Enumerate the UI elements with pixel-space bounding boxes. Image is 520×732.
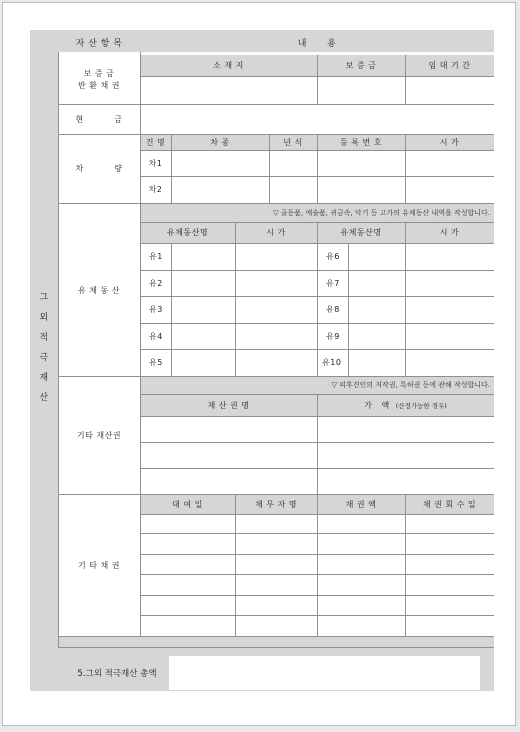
claims-col-amount: 채 권 액: [345, 499, 377, 509]
claims-label: 기 타 채 권: [77, 560, 121, 570]
property-rights-label: 기타 재산권: [76, 430, 122, 440]
claims-col-date: 대 여 일: [172, 499, 203, 509]
movable-col-price-1: 시 가: [266, 228, 286, 237]
claims-col-collection: 채 권 회 수 일: [422, 499, 477, 509]
movable-note: ▽ 골동품, 예술품, 귀금속, 악기 등 고가의 유체동산 내역을 작성합니다.: [140, 204, 494, 222]
movable-row-6: 유6: [326, 252, 340, 261]
vehicle-col-name: 건 명: [145, 137, 166, 147]
vehicle-row-2: 차2: [148, 185, 163, 194]
movable-row-2: 유2: [149, 278, 163, 288]
movable-row-8: 유8: [326, 305, 340, 314]
deposit-label: 보 증 금 반 환 채 권: [77, 68, 121, 90]
total-value-box[interactable]: [169, 656, 480, 690]
movable-row-3: 유3: [149, 305, 163, 314]
deposit-col-period: 임 대 기 간: [428, 61, 471, 70]
header-item-label: 자 산 항 목: [75, 38, 123, 49]
movable-row-7: 유7: [326, 278, 340, 288]
movable-col-name-2: 유체동산명: [340, 228, 382, 237]
side-label: 그 외 적 극 재 산: [39, 293, 49, 403]
movable-label: 유 체 동 산: [77, 285, 121, 295]
deposit-col-location: 소 재 지: [213, 61, 244, 70]
property-rights-col-name: 재 산 권 명: [207, 400, 250, 410]
property-rights-col-value: 가 액 (산정가능한 경우): [364, 400, 447, 410]
total-label: 5.그외 적극재산 총액: [77, 669, 157, 679]
movable-row-1: 유1: [149, 252, 163, 261]
vehicle-label: 차 량: [75, 164, 123, 173]
property-rights-note: ▽ 피후견인의 저작권, 특허권 등에 관해 작성합니다.: [140, 376, 494, 394]
deposit-col-amount: 보 증 금: [345, 61, 377, 70]
movable-col-price-2: 시 가: [439, 228, 460, 237]
vehicle-col-regno: 등 록 번 호: [339, 137, 383, 147]
movable-col-name-1: 유체동산명: [166, 228, 209, 237]
vehicle-col-year: 년 식: [283, 137, 303, 147]
movable-row-9: 유9: [326, 331, 340, 341]
form-page: [2, 2, 516, 726]
vehicle-col-price: 시 가: [439, 137, 460, 147]
claims-col-debtor: 채 무 자 명: [254, 499, 298, 509]
movable-row-10: 유10: [322, 358, 342, 367]
cash-label: 현 금: [75, 115, 123, 124]
header-content-label: 내 용: [297, 38, 337, 49]
movable-row-5: 유5: [149, 358, 163, 367]
vehicle-col-type: 차 종: [210, 137, 230, 147]
vehicle-row-1: 차1: [148, 158, 163, 168]
movable-row-4: 유4: [149, 331, 163, 341]
